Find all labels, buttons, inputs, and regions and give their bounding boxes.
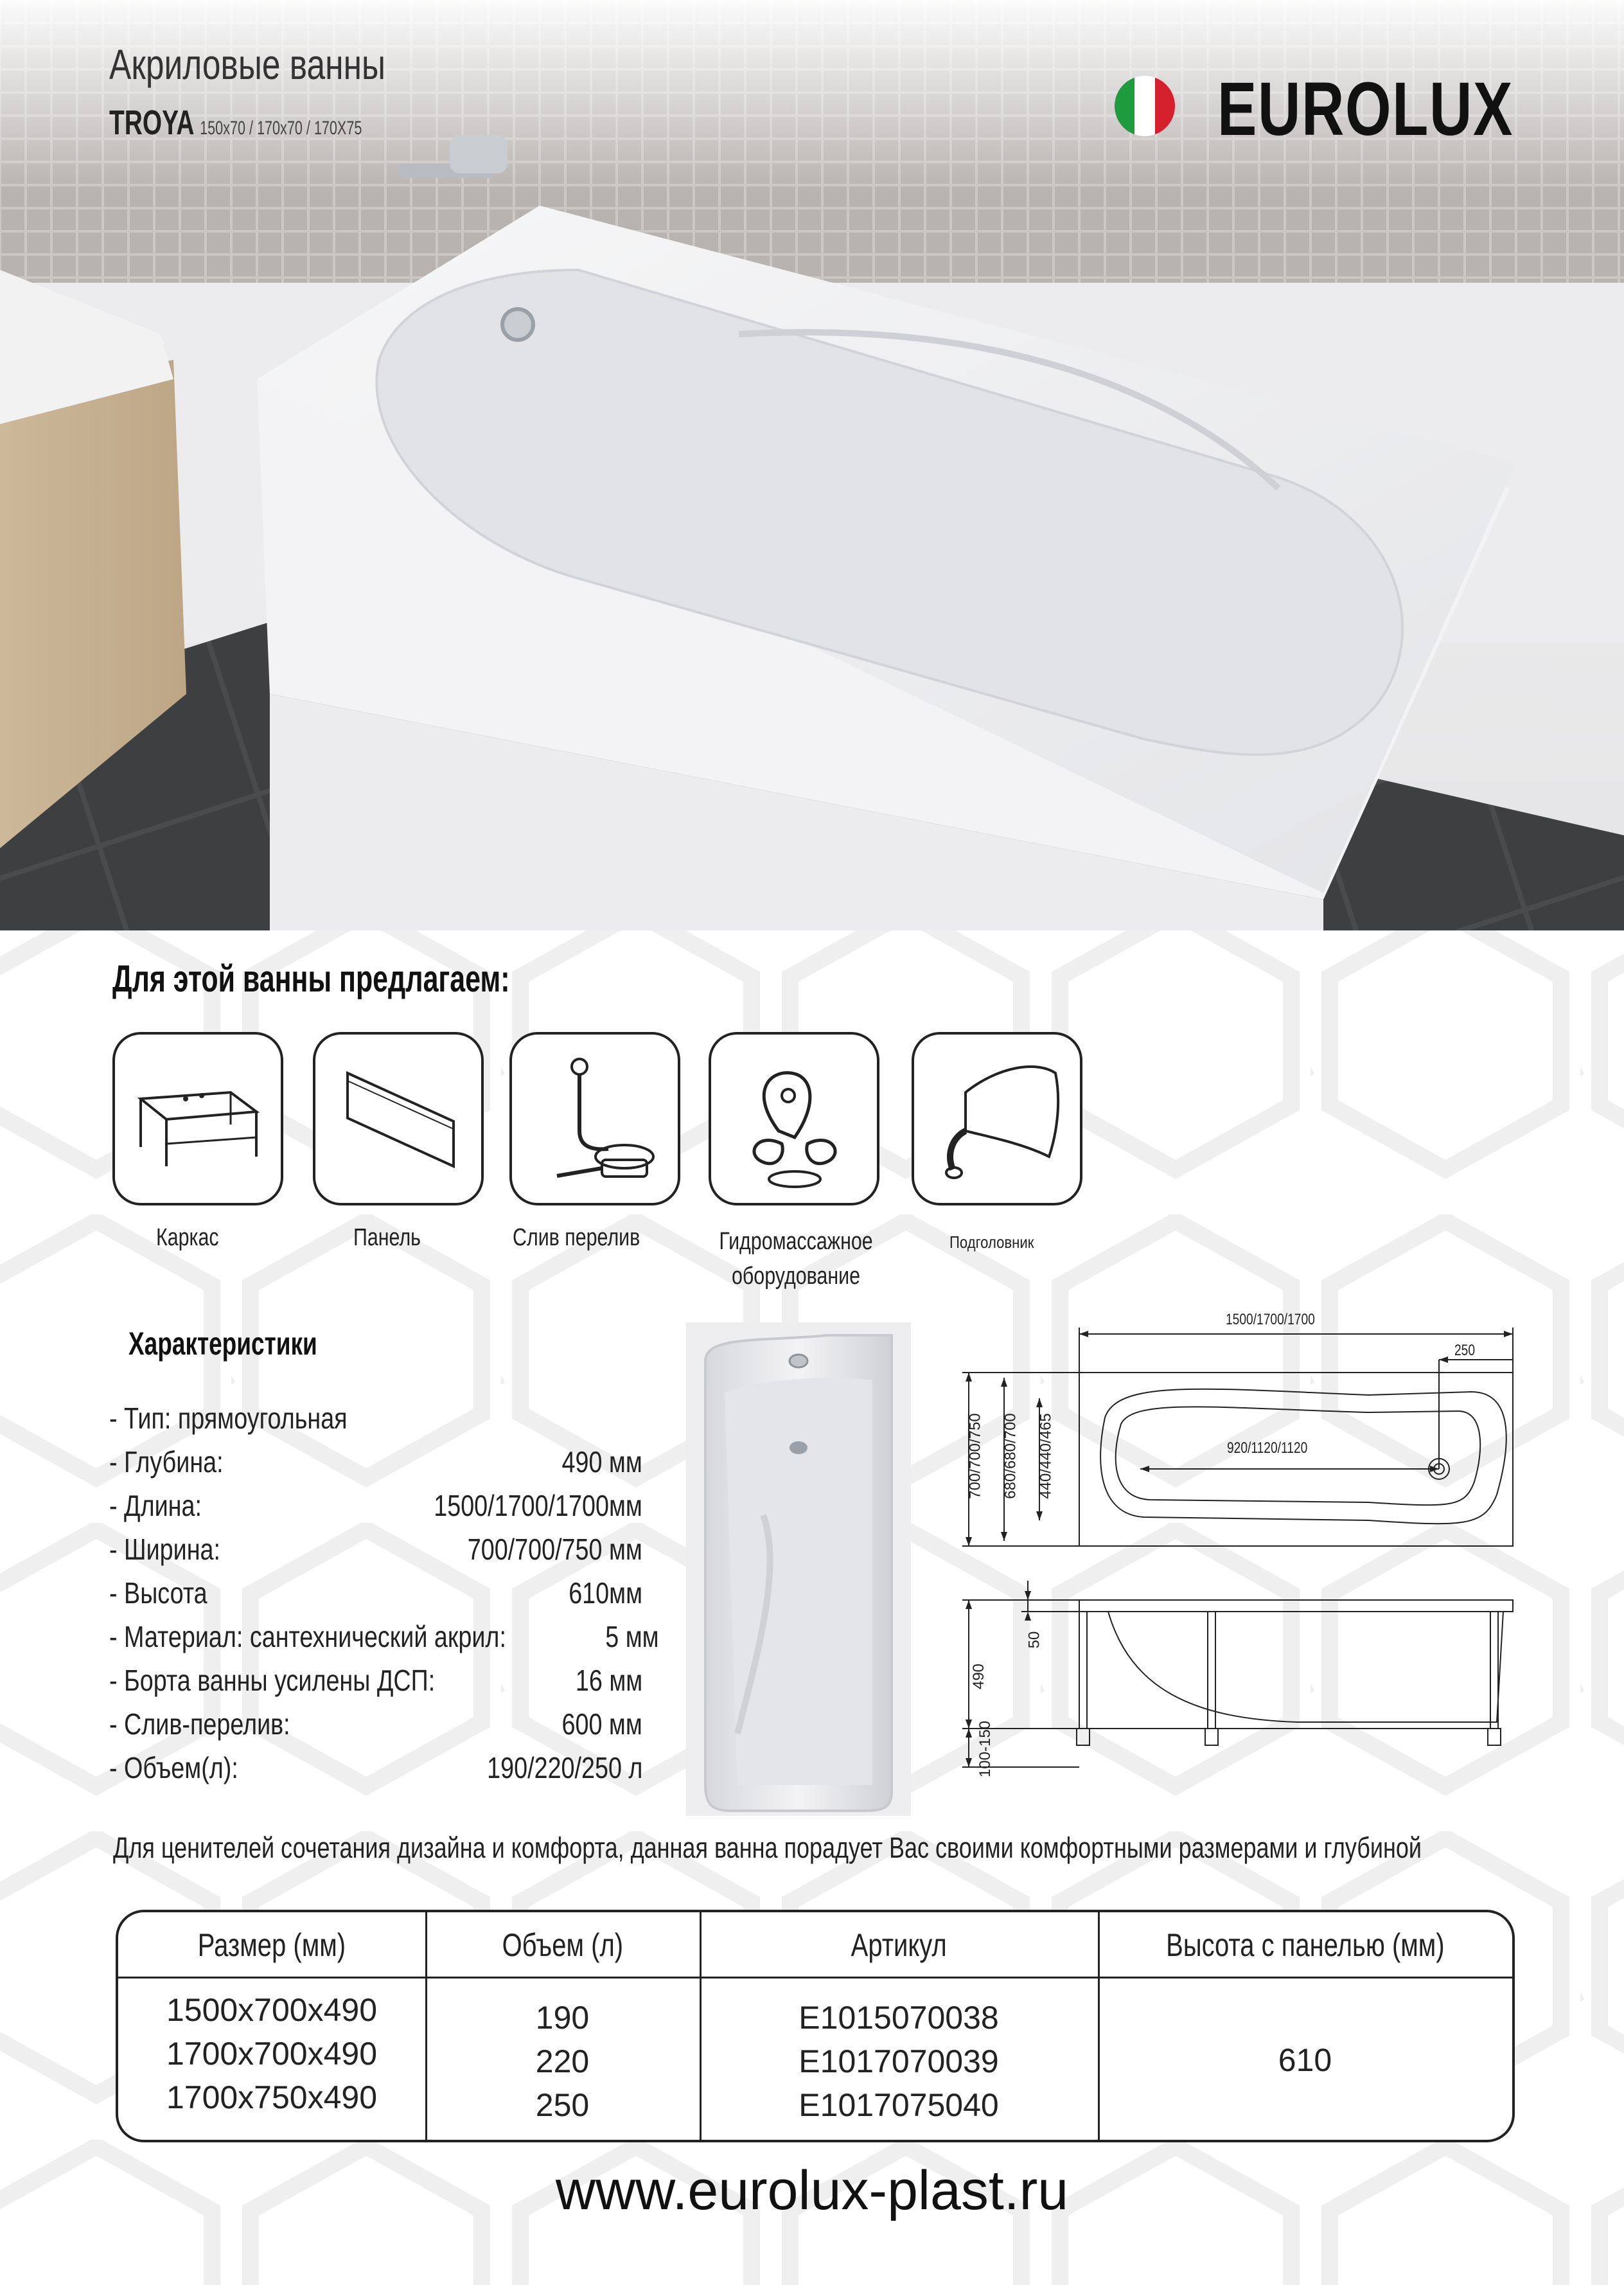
dim-legs: 100-150 — [976, 1720, 994, 1778]
spec-label: - Материал: сантехнический акрил: — [109, 1620, 506, 1653]
offer-title: Для этой ванны предлагаем: — [112, 958, 510, 1000]
table-volume-2: 220 — [535, 2043, 590, 2079]
table-header-size: Размер (мм) — [197, 1927, 346, 1963]
table-cell-articles — [700, 1996, 1098, 2127]
category-title: Акриловые ванны — [109, 40, 386, 88]
dimension-drawing-side — [951, 1574, 1529, 1780]
hydromassage-label: Гидромассажное оборудование — [719, 1228, 873, 1290]
tub-top-view-photo — [686, 1322, 911, 1816]
spec-value: 490 мм — [561, 1445, 642, 1479]
spec-label: - Высота — [109, 1576, 207, 1610]
spec-row — [109, 1532, 642, 1567]
table-header-height: Высота с панелью (мм) — [1165, 1927, 1445, 1963]
frame-icon — [115, 1035, 281, 1203]
spec-label: - Глубина: — [109, 1445, 224, 1479]
headrest-icon — [914, 1035, 1080, 1203]
drain-label: Слив перелив — [513, 1224, 640, 1251]
hydromassage-card — [709, 1032, 879, 1205]
table-cell-volumes — [425, 1996, 700, 2127]
spec-value: 190/220/250 л — [486, 1751, 642, 1784]
headrest-label: Подголовник — [949, 1232, 1034, 1252]
dim-width-mid: 680/680/700 — [1002, 1413, 1019, 1499]
panel-label: Панель — [353, 1224, 421, 1251]
description: Для ценителей сочетания дизайна и комфорта, данная ванна порадует Вас своими комфортными размерами и глубиной — [113, 1831, 1422, 1864]
spec-row — [109, 1750, 642, 1785]
table-size-3: 1700x750x490 — [166, 2079, 378, 2115]
table-article-2: E1017070039 — [799, 2043, 999, 2079]
table-cell-sizes — [118, 1988, 425, 2119]
spec-value: 16 мм — [575, 1664, 642, 1697]
panel-card — [313, 1032, 484, 1205]
website-url[interactable]: www.eurolux-plast.ru — [555, 2160, 1069, 2221]
spec-row — [109, 1663, 642, 1698]
model-name: TROYA — [109, 103, 195, 142]
headrest-card — [912, 1032, 1082, 1205]
spec-row — [109, 1619, 659, 1654]
table-article-3: E1017075040 — [799, 2087, 999, 2123]
brand-logo: EUROLUX — [1217, 67, 1514, 152]
spec-row — [109, 1576, 642, 1610]
drain-overflow-icon — [512, 1035, 678, 1203]
spec-value: 1500/1700/1700мм — [434, 1489, 642, 1522]
table-size-2: 1700x700x490 — [166, 2036, 378, 2072]
table-header-article: Артикул — [851, 1927, 947, 1963]
spec-row — [109, 1488, 642, 1523]
model-title — [109, 103, 460, 143]
spec-value: 700/700/750 мм — [467, 1533, 642, 1566]
spec-row — [109, 1401, 642, 1436]
dim-width-outer: 700/700/750 — [966, 1413, 984, 1499]
table-article-1: E1015070038 — [799, 2000, 999, 2036]
models-table — [116, 1910, 1515, 2142]
spec-label: - Борта ванны усилены ДСП: — [109, 1664, 436, 1697]
spec-value: 5 мм — [605, 1620, 659, 1653]
dim-depth: 490 — [970, 1663, 988, 1690]
table-volume-3: 250 — [535, 2087, 590, 2123]
table-volume-1: 190 — [535, 2000, 590, 2036]
dim-offset: 250 — [1454, 1342, 1476, 1359]
drain-card — [509, 1032, 680, 1205]
spec-value: 600 мм — [561, 1707, 642, 1741]
spec-label: - Объем(л): — [109, 1751, 238, 1784]
dim-inner-length: 920/1120/1120 — [1227, 1439, 1308, 1457]
table-cell-height: 610 — [1278, 2042, 1332, 2078]
spec-label: - Тип: прямоугольная — [109, 1401, 348, 1435]
dim-width-inner: 440/440/465 — [1037, 1413, 1055, 1499]
table-header-volume: Объем (л) — [502, 1927, 623, 1963]
spec-label: - Слив-перелив: — [109, 1707, 290, 1741]
spec-row — [109, 1445, 642, 1479]
spec-row — [109, 1707, 642, 1741]
dim-rim: 50 — [1025, 1631, 1043, 1649]
panel-icon — [315, 1035, 481, 1203]
specs-title: Характеристики — [128, 1326, 317, 1362]
spec-label: - Длина: — [109, 1489, 202, 1522]
spec-label: - Ширина: — [109, 1533, 221, 1566]
italy-flag-icon — [1115, 76, 1175, 136]
dim-length: 1500/1700/1700 — [1226, 1311, 1315, 1328]
frame-card — [112, 1032, 283, 1205]
hydromassage-icon — [711, 1035, 877, 1203]
frame-label: Каркас — [156, 1224, 219, 1251]
model-sizes: 150x70 / 170x70 / 170X75 — [200, 118, 362, 139]
spec-value: 610мм — [569, 1576, 642, 1610]
table-size-1: 1500x700x490 — [166, 1992, 378, 2028]
